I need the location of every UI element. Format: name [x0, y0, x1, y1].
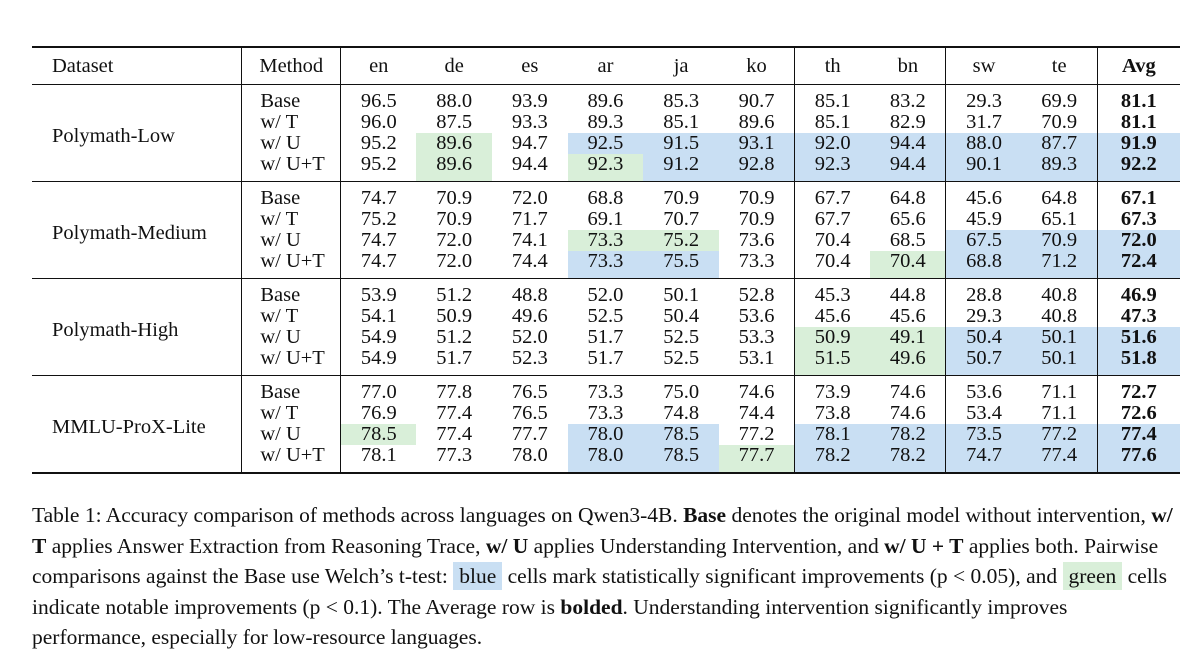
cell-avg: 47.3 — [1097, 306, 1180, 327]
cell-ko: 70.9 — [738, 208, 775, 230]
cell-ja: 75.5 — [643, 251, 719, 279]
cell-ar: 68.8 — [587, 187, 624, 209]
cell-ja: 75.2 — [643, 230, 719, 251]
cell-ar: 89.3 — [587, 111, 624, 133]
cell-de: 77.8 — [436, 381, 473, 403]
cell-de: 77.4 — [436, 423, 473, 445]
cell-sw: 73.5 — [946, 424, 1022, 445]
cell-sw: 50.4 — [946, 327, 1022, 348]
cell-en: 75.2 — [341, 209, 417, 230]
dataset-name: Polymath-Low — [52, 124, 175, 147]
cell-es: 76.5 — [511, 402, 548, 424]
method-label: w/ T — [242, 209, 341, 230]
cell-te: 50.1 — [1022, 327, 1098, 348]
cell-ko: 53.1 — [738, 347, 775, 369]
cell-th: 70.4 — [795, 230, 871, 251]
cell-te: 77.2 — [1022, 424, 1098, 445]
caption-text: cells indicate notable improvements (p < 0.1). The Average row is — [32, 564, 1168, 619]
cell-en: 76.9 — [341, 403, 417, 424]
caption-text: applies both. Pairwise comparisons against the Base use Welch’s t-test: — [32, 533, 1159, 588]
cell-es: 76.5 — [511, 381, 548, 403]
caption-bold-base: Base — [683, 503, 727, 527]
dataset-name: Polymath-High — [52, 318, 179, 341]
cell-en: 54.9 — [341, 348, 417, 376]
cell-ja: 85.1 — [663, 111, 700, 133]
method-label: w/ T — [242, 403, 341, 424]
cell-ko: 73.6 — [738, 229, 775, 251]
cell-avg: 81.1 — [1097, 112, 1180, 133]
cell-ko: 74.4 — [738, 402, 775, 424]
cell-bn: 78.2 — [870, 424, 946, 445]
results-table-container — [32, 46, 1180, 474]
cell-th: 73.9 — [795, 376, 871, 404]
cell-te: 87.7 — [1022, 133, 1098, 154]
method-label: w/ T — [242, 306, 341, 327]
cell-bn: 94.4 — [870, 154, 946, 182]
caption-text: . Understanding intervention significantly improves performance, especially for low-resource languages. — [32, 594, 1068, 649]
cell-te: 77.4 — [1022, 445, 1098, 473]
cell-es: 71.7 — [511, 208, 548, 230]
cell-avg: 72.7 — [1097, 376, 1180, 404]
cell-te: 89.3 — [1022, 154, 1098, 182]
cell-th: 67.7 — [795, 182, 871, 210]
method-label: w/ U — [242, 424, 341, 445]
method-label: w/ U — [242, 327, 341, 348]
cell-en: 95.2 — [341, 154, 417, 182]
cell-bn: 83.2 — [889, 90, 926, 112]
cell-bn: 74.6 — [889, 402, 926, 424]
cell-avg: 51.8 — [1097, 348, 1180, 376]
cell-de: 50.9 — [436, 305, 473, 327]
cell-ar: 89.6 — [587, 90, 624, 112]
cell-ko: 77.2 — [738, 423, 775, 445]
cell-ja: 50.1 — [663, 284, 700, 306]
cell-te: 71.2 — [1022, 251, 1098, 279]
cell-sw: 29.3 — [946, 85, 1022, 113]
cell-te: 40.8 — [1041, 284, 1078, 306]
cell-ar: 73.3 — [587, 381, 624, 403]
cell-es: 74.1 — [511, 229, 548, 251]
cell-ar: 69.1 — [587, 208, 624, 230]
cell-de: 51.2 — [436, 326, 473, 348]
table-row — [32, 85, 1180, 113]
green-legend-swatch: green — [1063, 562, 1123, 590]
cell-sw: 68.8 — [946, 251, 1022, 279]
cell-th: 78.1 — [795, 424, 871, 445]
dataset-name: Polymath-Medium — [52, 221, 207, 244]
cell-th: 70.4 — [795, 251, 871, 279]
cell-ja: 70.7 — [663, 208, 700, 230]
caption-text: Table 1: Accuracy comparison of methods across languages on Qwen3-4B. — [32, 503, 684, 527]
cell-ja: 91.5 — [643, 133, 719, 154]
cell-en: 54.9 — [341, 327, 417, 348]
cell-bn: 49.6 — [870, 348, 946, 376]
cell-ja: 75.0 — [663, 381, 700, 403]
cell-sw: 29.3 — [946, 306, 1022, 327]
cell-sw: 45.9 — [946, 209, 1022, 230]
cell-de: 72.0 — [436, 250, 473, 272]
cell-ja: 52.5 — [663, 326, 700, 348]
header-lang-te: te — [1051, 54, 1067, 77]
table-row — [32, 182, 1180, 210]
blue-legend-swatch: blue — [453, 562, 502, 590]
cell-th: 92.3 — [795, 154, 871, 182]
cell-ar: 78.0 — [568, 424, 644, 445]
cell-sw: 67.5 — [946, 230, 1022, 251]
cell-ko: 90.7 — [738, 90, 775, 112]
cell-de: 89.6 — [416, 154, 492, 182]
cell-avg: 77.4 — [1097, 424, 1180, 445]
cell-es: 77.7 — [511, 423, 548, 445]
cell-ar: 73.3 — [587, 402, 624, 424]
cell-es: 52.0 — [511, 326, 548, 348]
table-group — [32, 376, 1180, 474]
caption-text: cells mark statistically significant improvements (p < 0.05), and — [502, 564, 1063, 588]
cell-sw: 50.7 — [946, 348, 1022, 376]
cell-sw: 53.6 — [946, 376, 1022, 404]
cell-ko: 77.7 — [719, 445, 795, 473]
caption-text: applies Understanding Intervention, and — [528, 533, 885, 558]
cell-ar: 52.0 — [587, 284, 624, 306]
method-label: Base — [242, 85, 341, 113]
cell-de: 89.6 — [416, 133, 492, 154]
method-label: Base — [242, 376, 341, 404]
cell-sw: 28.8 — [946, 279, 1022, 307]
cell-te: 71.1 — [1041, 381, 1078, 403]
table-row — [32, 376, 1180, 404]
cell-sw: 88.0 — [946, 133, 1022, 154]
cell-ar: 52.5 — [587, 305, 624, 327]
cell-ar: 78.0 — [568, 445, 644, 473]
header-lang-en: en — [341, 47, 417, 85]
cell-ja: 50.4 — [663, 305, 700, 327]
cell-en: 96.0 — [341, 112, 417, 133]
cell-te: 71.1 — [1041, 402, 1078, 424]
header-lang-ko: ko — [746, 54, 767, 77]
cell-th: 67.7 — [795, 209, 871, 230]
cell-de: 51.7 — [436, 347, 473, 369]
cell-bn: 74.6 — [889, 381, 926, 403]
cell-en: 74.7 — [341, 182, 417, 210]
header-lang-sw: sw — [946, 47, 1022, 85]
header-lang-bn: bn — [897, 54, 919, 77]
cell-th: 85.1 — [795, 85, 871, 113]
cell-es: 48.8 — [511, 284, 548, 306]
method-label: Base — [242, 279, 341, 307]
cell-th: 78.2 — [795, 445, 871, 473]
cell-ja: 78.5 — [643, 424, 719, 445]
header-lang-es: es — [521, 54, 539, 77]
cell-ko: 73.3 — [738, 250, 775, 272]
cell-de: 72.0 — [436, 229, 473, 251]
header-lang-ja: ja — [673, 54, 689, 77]
cell-avg: 67.3 — [1097, 209, 1180, 230]
cell-es: 72.0 — [511, 187, 548, 209]
table-header — [32, 47, 1180, 85]
cell-bn: 78.2 — [870, 445, 946, 473]
cell-ar: 73.3 — [568, 230, 644, 251]
header-dataset: Dataset — [52, 54, 114, 77]
cell-ja: 85.3 — [663, 90, 700, 112]
cell-es: 94.4 — [511, 153, 548, 175]
cell-de: 70.9 — [436, 187, 473, 209]
method-label: w/ U — [242, 230, 341, 251]
header-avg: Avg — [1097, 47, 1180, 85]
cell-de: 77.4 — [436, 402, 473, 424]
caption-text: denotes the original model without intervention, — [726, 503, 1152, 527]
cell-th: 50.9 — [795, 327, 871, 348]
cell-en: 53.9 — [341, 279, 417, 307]
cell-th: 73.8 — [795, 403, 871, 424]
cell-th: 92.0 — [795, 133, 871, 154]
cell-sw: 45.6 — [946, 182, 1022, 210]
cell-bn: 82.9 — [889, 111, 926, 133]
method-label: Base — [242, 182, 341, 210]
cell-ja: 70.9 — [663, 187, 700, 209]
cell-ko: 70.9 — [738, 187, 775, 209]
header-lang-de: de — [444, 54, 464, 77]
method-label: w/ U+T — [242, 154, 341, 182]
cell-ko: 53.3 — [738, 326, 775, 348]
caption-bold-wt: w/ T — [32, 503, 1173, 558]
results-table — [32, 46, 1180, 474]
cell-de: 70.9 — [436, 208, 473, 230]
cell-en: 74.7 — [341, 230, 417, 251]
cell-de: 77.3 — [436, 444, 473, 466]
cell-ko: 89.6 — [738, 111, 775, 133]
header-method: Method — [242, 47, 341, 85]
cell-de: 87.5 — [436, 111, 473, 133]
cell-es: 93.3 — [511, 111, 548, 133]
cell-en: 78.5 — [341, 424, 417, 445]
cell-de: 51.2 — [436, 284, 473, 306]
cell-en: 78.1 — [341, 445, 417, 473]
cell-ar: 73.3 — [568, 251, 644, 279]
caption-bold-wu: w/ U — [485, 533, 529, 558]
cell-es: 93.9 — [511, 90, 548, 112]
cell-ko: 74.6 — [738, 381, 775, 403]
cell-avg: 72.0 — [1097, 230, 1180, 251]
cell-ja: 52.5 — [663, 347, 700, 369]
cell-ar: 92.3 — [568, 154, 644, 182]
cell-en: 96.5 — [341, 85, 417, 113]
cell-ja: 91.2 — [643, 154, 719, 182]
cell-avg: 77.6 — [1097, 445, 1180, 473]
method-label: w/ U — [242, 133, 341, 154]
dataset-name: MMLU-ProX-Lite — [52, 415, 206, 438]
cell-te: 65.1 — [1041, 208, 1078, 230]
cell-avg: 46.9 — [1097, 279, 1180, 307]
cell-bn: 64.8 — [889, 187, 926, 209]
cell-te: 64.8 — [1041, 187, 1078, 209]
cell-sw: 74.7 — [946, 445, 1022, 473]
cell-avg: 72.4 — [1097, 251, 1180, 279]
method-label: w/ T — [242, 112, 341, 133]
header-lang-ar: ar — [597, 54, 614, 77]
table-group — [32, 85, 1180, 182]
cell-sw: 31.7 — [946, 112, 1022, 133]
cell-sw: 90.1 — [946, 154, 1022, 182]
cell-avg: 67.1 — [1097, 182, 1180, 210]
cell-es: 94.7 — [511, 132, 548, 154]
header-lang-th: th — [795, 47, 871, 85]
cell-th: 51.5 — [795, 348, 871, 376]
cell-th: 45.3 — [795, 279, 871, 307]
cell-bn: 44.8 — [889, 284, 926, 306]
cell-te: 50.1 — [1022, 348, 1098, 376]
cell-ja: 74.8 — [663, 402, 700, 424]
table-group — [32, 182, 1180, 279]
cell-ko: 53.6 — [738, 305, 775, 327]
caption-text: applies Answer Extraction from Reasoning Trace, — [46, 533, 486, 558]
cell-te: 69.9 — [1041, 90, 1078, 112]
cell-es: 52.3 — [511, 347, 548, 369]
cell-ar: 51.7 — [587, 326, 624, 348]
table-row — [32, 279, 1180, 307]
cell-bn: 65.6 — [889, 208, 926, 230]
cell-avg: 92.2 — [1097, 154, 1180, 182]
cell-avg: 72.6 — [1097, 403, 1180, 424]
cell-te: 40.8 — [1041, 305, 1078, 327]
cell-bn: 70.4 — [870, 251, 946, 279]
method-label: w/ U+T — [242, 445, 341, 473]
cell-en: 77.0 — [341, 376, 417, 404]
cell-en: 54.1 — [341, 306, 417, 327]
cell-ko: 93.1 — [719, 133, 795, 154]
cell-en: 74.7 — [341, 251, 417, 279]
cell-es: 78.0 — [511, 444, 548, 466]
cell-th: 85.1 — [795, 112, 871, 133]
cell-es: 74.4 — [511, 250, 548, 272]
cell-te: 70.9 — [1022, 230, 1098, 251]
method-label: w/ U+T — [242, 348, 341, 376]
cell-ko: 92.8 — [719, 154, 795, 182]
table-caption — [32, 500, 1182, 653]
cell-bn: 68.5 — [889, 229, 926, 251]
cell-te: 70.9 — [1041, 111, 1078, 133]
cell-bn: 45.6 — [889, 305, 926, 327]
cell-avg: 51.6 — [1097, 327, 1180, 348]
cell-bn: 49.1 — [870, 327, 946, 348]
cell-avg: 81.1 — [1097, 85, 1180, 113]
caption-bold-wut: w/ U + T — [884, 533, 964, 558]
cell-ar: 51.7 — [587, 347, 624, 369]
cell-es: 49.6 — [511, 305, 548, 327]
method-label: w/ U+T — [242, 251, 341, 279]
cell-en: 95.2 — [341, 133, 417, 154]
cell-avg: 91.9 — [1097, 133, 1180, 154]
table-group — [32, 279, 1180, 376]
caption-bold-bolded: bolded — [560, 594, 623, 619]
cell-th: 45.6 — [795, 306, 871, 327]
cell-bn: 94.4 — [870, 133, 946, 154]
cell-de: 88.0 — [436, 90, 473, 112]
cell-ar: 92.5 — [568, 133, 644, 154]
cell-sw: 53.4 — [946, 403, 1022, 424]
cell-ja: 78.5 — [643, 445, 719, 473]
cell-ko: 52.8 — [738, 284, 775, 306]
